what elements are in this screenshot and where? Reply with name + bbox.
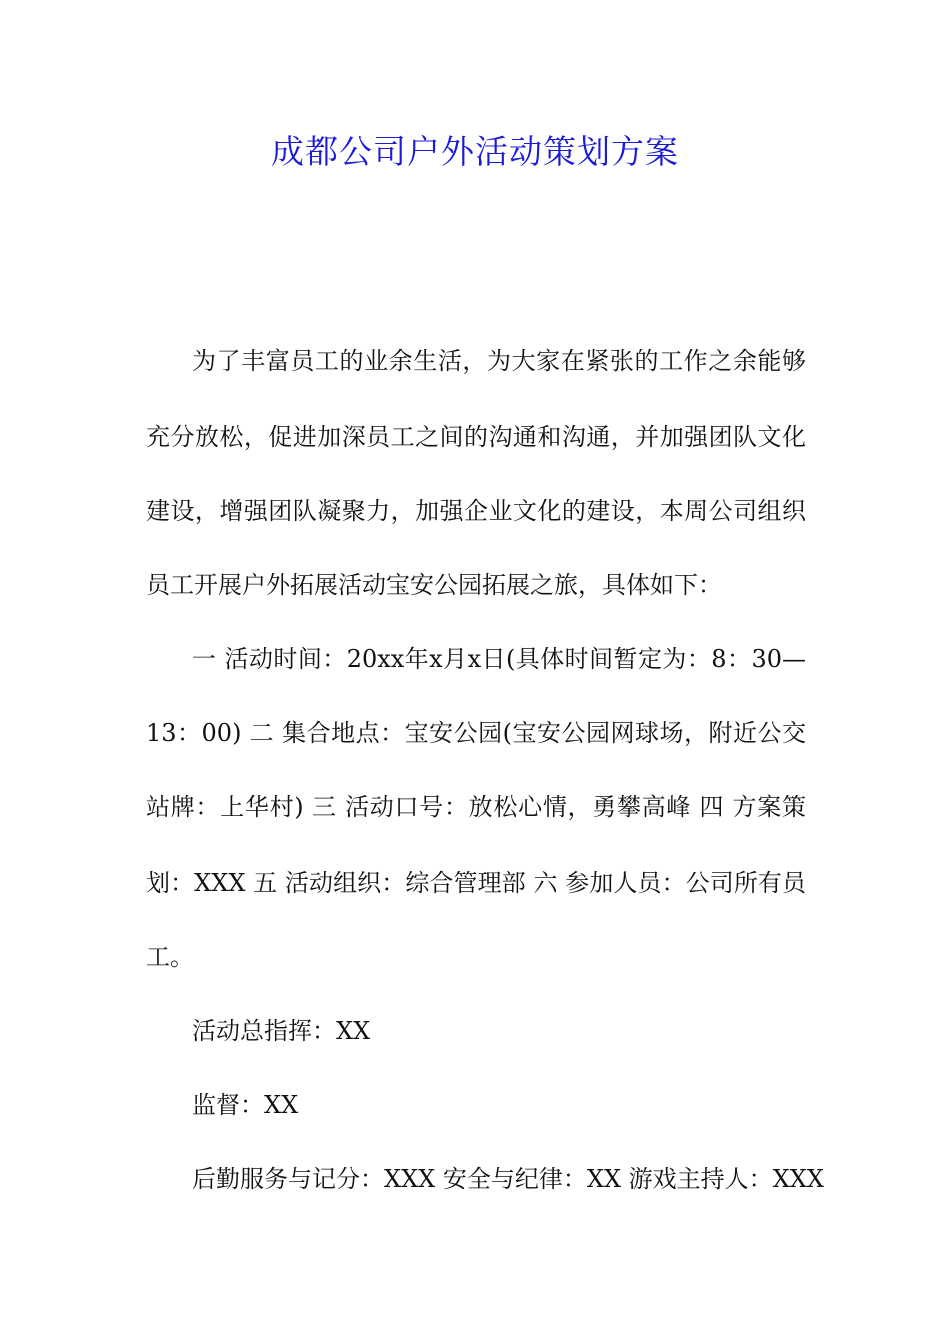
document-title: 成都公司户外活动策划方案 <box>271 132 679 171</box>
paragraph-line: 建设，增强团队凝聚力，加强企业文化的建设，本周公司组织 <box>146 497 806 525</box>
paragraph-line: 为了丰富员工的业余生活，为大家在紧张的工作之余能够 <box>192 347 806 375</box>
paragraph-line: 一 活动时间：20xx年x月x日(具体时间暂定为：8：30— <box>192 645 806 673</box>
paragraph-line: 13：00) 二 集合地点：宝安公园(宝安公园网球场，附近公交 <box>146 719 806 747</box>
paragraph-line: 充分放松，促进加深员工之间的沟通和沟通，并加强团队文化 <box>146 423 806 451</box>
paragraph-line: 站牌：上华村) 三 活动口号：放松心情，勇攀高峰 四 方案策 <box>146 793 806 821</box>
paragraph-line: 监督：XX <box>192 1091 299 1119</box>
paragraph-line: 后勤服务与记分：XXX 安全与纪律：XX 游戏主持人：XXX <box>192 1165 824 1193</box>
paragraph-line: 员工开展户外拓展活动宝安公园拓展之旅，具体如下： <box>146 571 722 599</box>
paragraph-line: 工。 <box>146 943 194 971</box>
paragraph-line: 划：XXX 五 活动组织：综合管理部 六 参加人员：公司所有员 <box>146 869 806 897</box>
paragraph-line: 活动总指挥：XX <box>192 1017 371 1045</box>
